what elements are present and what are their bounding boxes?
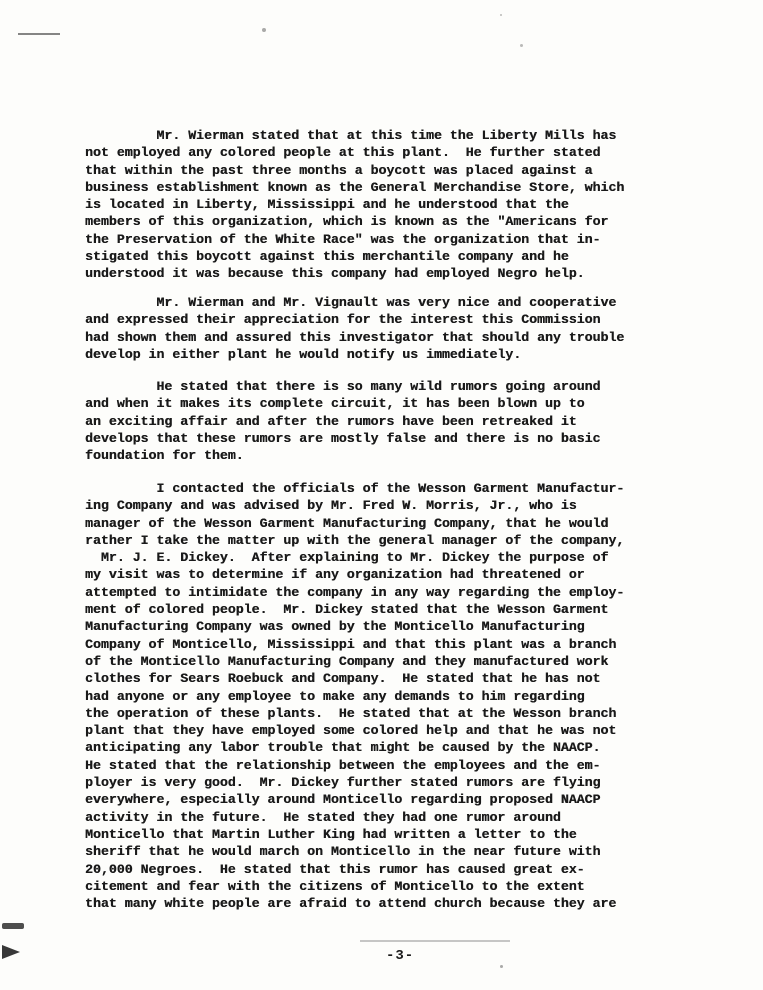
text-line: develops that these rumors are mostly false and there is no basic bbox=[85, 430, 601, 446]
text-line: stigated this boycott against this merchantile company and he bbox=[85, 249, 569, 265]
page-number: -3- bbox=[386, 948, 415, 964]
text-line: an exciting affair and after the rumors have been retreaked it bbox=[85, 413, 577, 429]
paragraph-wesson-garment bbox=[85, 480, 705, 912]
text-line: not employed any colored people at this plant. He further stated bbox=[85, 145, 601, 161]
text-line: of the Monticello Manufacturing Company and they manufactured work bbox=[85, 653, 609, 669]
text-line: I contacted the officials of the Wesson Garment Manufactur- bbox=[85, 481, 625, 496]
scan-speck bbox=[520, 44, 523, 47]
scan-artifact-bottom-noise bbox=[360, 940, 510, 942]
text-line: attempted to intimidate the company in any way regarding the employ- bbox=[85, 584, 625, 600]
text-line: activity in the future. He stated they had one rumor around bbox=[85, 809, 561, 825]
text-line: He stated that the relationship between the employees and the em- bbox=[85, 757, 601, 773]
text-line: is located in Liberty, Mississippi and he understood that the bbox=[85, 197, 569, 213]
text-line: that many white people are afraid to attend church because they are bbox=[85, 896, 617, 912]
text-line: ing Company and was advised by Mr. Fred W. Morris, Jr., who is bbox=[85, 498, 577, 514]
text-line: manager of the Wesson Garment Manufacturing Company, that he would bbox=[85, 515, 609, 531]
scan-artifact-bottom-left bbox=[2, 945, 20, 959]
text-line: Mr. Wierman and Mr. Vignault was very nice and cooperative bbox=[85, 295, 617, 310]
text-line: members of this organization, which is known as the "Americans for bbox=[85, 214, 609, 230]
text-line: Company of Monticello, Mississippi and that this plant was a branch bbox=[85, 636, 617, 652]
scan-speck bbox=[500, 965, 503, 968]
paragraph-wierman-liberty-mills bbox=[85, 127, 705, 283]
text-line: Mr. Wierman stated that at this time the Liberty Mills has bbox=[85, 128, 617, 143]
text-line: clothes for Sears Roebuck and Company. He stated that he has not bbox=[85, 671, 601, 687]
scan-speck bbox=[500, 14, 502, 16]
text-line: ment of colored people. Mr. Dickey stated that the Wesson Garment bbox=[85, 602, 609, 618]
text-line: anticipating any labor trouble that might be caused by the NAACP. bbox=[85, 740, 601, 756]
scan-artifact-top-left bbox=[18, 33, 60, 35]
text-line: had anyone or any employee to make any demands to him regarding bbox=[85, 688, 585, 704]
text-line: and when it makes its complete circuit, it has been blown up to bbox=[85, 396, 585, 412]
text-line: 20,000 Negroes. He stated that this rumor has caused great ex- bbox=[85, 861, 585, 877]
text-line: plant that they have employed some colored help and that he was not bbox=[85, 723, 617, 739]
text-line: Monticello that Martin Luther King had written a letter to the bbox=[85, 826, 577, 842]
text-line: the operation of these plants. He stated that at the Wesson branch bbox=[85, 705, 617, 721]
text-line: ployer is very good. Mr. Dickey further stated rumors are flying bbox=[85, 775, 601, 791]
text-line: that within the past three months a boycott was placed against a bbox=[85, 162, 593, 178]
text-line: the Preservation of the White Race" was the organization that in- bbox=[85, 231, 601, 247]
text-line: Mr. J. E. Dickey. After explaining to Mr. Dickey the purpose of bbox=[85, 550, 609, 566]
text-line: foundation for them. bbox=[85, 448, 244, 464]
text-line: my visit was to determine if any organization had threatened or bbox=[85, 567, 585, 583]
paragraph-wierman-vignault bbox=[85, 294, 705, 363]
text-line: citement and fear with the citizens of Monticello to the extent bbox=[85, 878, 585, 894]
text-line: understood it was because this company had employed Negro help. bbox=[85, 266, 585, 282]
text-line: develop in either plant he would notify us immediately. bbox=[85, 346, 522, 362]
text-line: and expressed their appreciation for the interest this Commission bbox=[85, 312, 601, 328]
text-line: everywhere, especially around Monticello regarding proposed NAACP bbox=[85, 792, 601, 808]
text-line: had shown them and assured this investigator that should any trouble bbox=[85, 329, 625, 345]
paragraph-wild-rumors bbox=[85, 378, 705, 464]
text-line: business establishment known as the General Merchandise Store, which bbox=[85, 179, 625, 195]
scan-artifact-bottom-left bbox=[2, 923, 24, 929]
text-line: sheriff that he would march on Monticello in the near future with bbox=[85, 844, 601, 860]
text-line: rather I take the matter up with the general manager of the company, bbox=[85, 532, 625, 548]
text-line: He stated that there is so many wild rumors going around bbox=[85, 379, 601, 394]
scan-speck bbox=[262, 28, 266, 32]
text-line: Manufacturing Company was owned by the Monticello Manufacturing bbox=[85, 619, 585, 635]
